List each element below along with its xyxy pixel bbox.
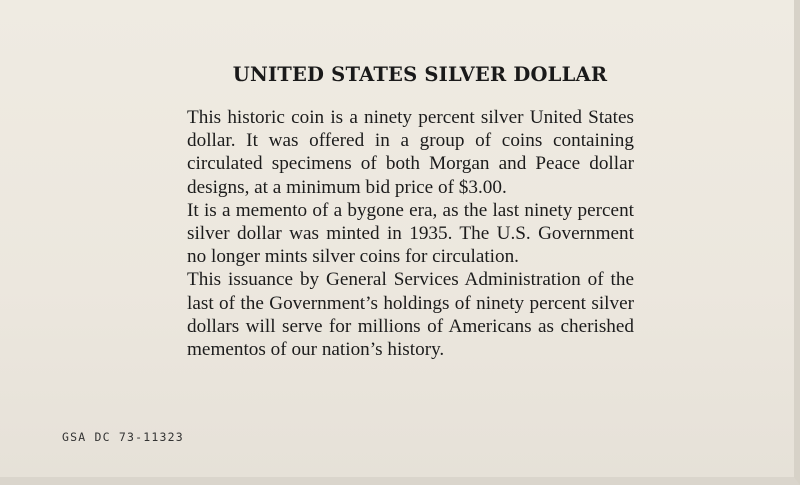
paragraph-3: This issuance by General Services Administration of the last of the Government’s holdings of ninety percent silver dollars will serve for millions of Americans as cherished mementos of our nation’s history. [187,269,634,361]
document-code: GSA DC 73-11323 [62,430,184,444]
card-body [187,106,634,361]
card-title: UNITED STATES SILVER DOLLAR [232,63,608,86]
paragraph-1: This historic coin is a ninety percent silver United States dollar. It was offered in a group of coins containing circulated specimens of both Morgan and Peace dollar designs, at a minimum bid price of $3.00. [187,107,634,198]
paragraph-2: It is a memento of a bygone era, as the last ninety percent silver dollar was minted in 1935. The U.S. Government no longer mints silver coins for circulation. [187,199,634,268]
